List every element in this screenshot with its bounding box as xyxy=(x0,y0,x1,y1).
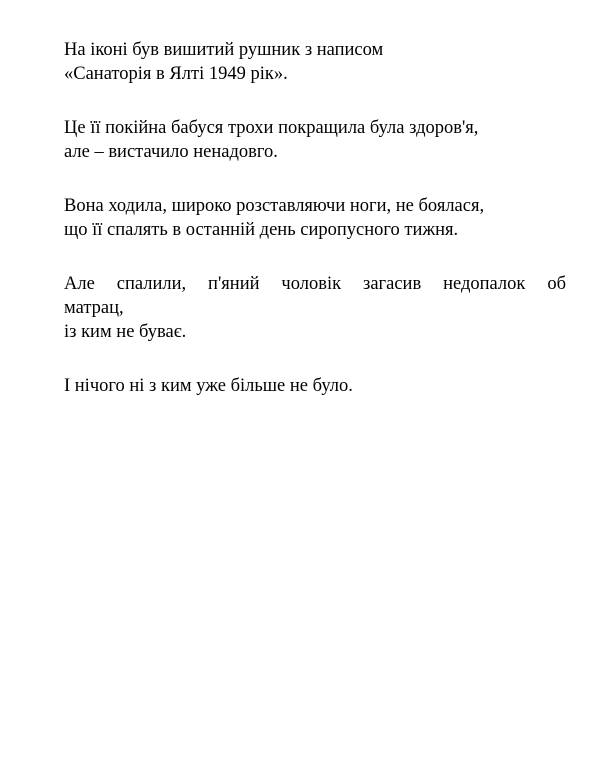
document-page xyxy=(64,38,566,428)
text-line: Це її покійна бабуся трохи покращила була здоров'я, xyxy=(64,118,479,138)
stanza-4 xyxy=(64,272,566,344)
stanza-3 xyxy=(64,194,566,242)
text-line: матрац, xyxy=(64,298,124,318)
text-line: але – вистачило ненадовго. xyxy=(64,142,278,162)
stanza-5 xyxy=(64,374,566,398)
text-line: І нічого ні з ким уже більше не було. xyxy=(64,376,353,396)
text-line: Але спалили, п'яний чоловік загасив недопалок об xyxy=(64,274,566,294)
text-line: «Санаторія в Ялті 1949 рік». xyxy=(64,64,288,84)
stanza-1 xyxy=(64,38,566,86)
text-line: На іконі був вишитий рушник з написом xyxy=(64,40,384,60)
stanza-2 xyxy=(64,116,566,164)
text-line: Вона ходила, широко розставляючи ноги, не боялася, xyxy=(64,196,485,216)
text-line: що її спалять в останній день сиропусного тижня. xyxy=(64,220,459,240)
text-line: із ким не буває. xyxy=(64,322,187,342)
